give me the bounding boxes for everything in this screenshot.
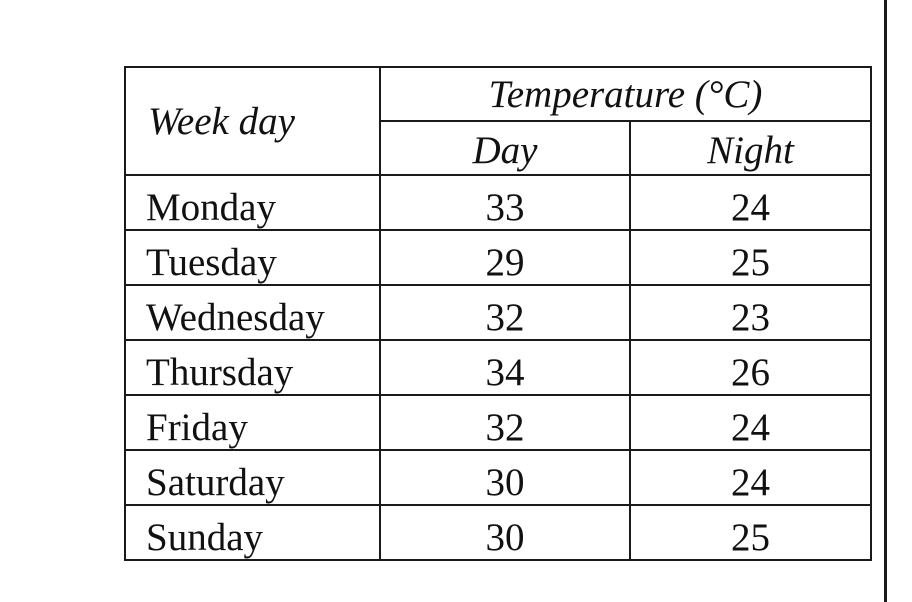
week-day-cell: Thursday — [125, 340, 380, 395]
day-temp-cell: 30 — [380, 505, 630, 560]
table-row — [125, 285, 871, 340]
day-temp-cell: 32 — [380, 285, 630, 340]
week-day-cell: Saturday — [125, 450, 380, 505]
night-temp-cell: 26 — [630, 340, 871, 395]
night-temp-cell: 25 — [630, 505, 871, 560]
night-temp-cell: 24 — [630, 175, 871, 230]
week-day-cell: Sunday — [125, 505, 380, 560]
night-temp-cell: 24 — [630, 450, 871, 505]
temperature-header: Temperature (°C) — [380, 67, 871, 121]
night-header: Night — [630, 121, 871, 175]
day-temp-cell: 34 — [380, 340, 630, 395]
day-header: Day — [380, 121, 630, 175]
day-temp-cell: 32 — [380, 395, 630, 450]
week-day-cell: Monday — [125, 175, 380, 230]
table-row — [125, 230, 871, 285]
table-row — [125, 450, 871, 505]
night-temp-cell: 23 — [630, 285, 871, 340]
night-temp-cell: 25 — [630, 230, 871, 285]
table-row — [125, 340, 871, 395]
night-temp-cell: 24 — [630, 395, 871, 450]
week-day-cell: Wednesday — [125, 285, 380, 340]
page-edge-rule — [884, 0, 887, 602]
week-day-cell: Tuesday — [125, 230, 380, 285]
day-temp-cell: 33 — [380, 175, 630, 230]
day-temp-cell: 30 — [380, 450, 630, 505]
header-row-group — [125, 67, 871, 121]
week-day-cell: Friday — [125, 395, 380, 450]
table-row — [125, 505, 871, 560]
day-temp-cell: 29 — [380, 230, 630, 285]
table-row — [125, 395, 871, 450]
table-row — [125, 175, 871, 230]
week-day-header: Week day — [125, 67, 380, 175]
temperature-table — [124, 66, 872, 561]
